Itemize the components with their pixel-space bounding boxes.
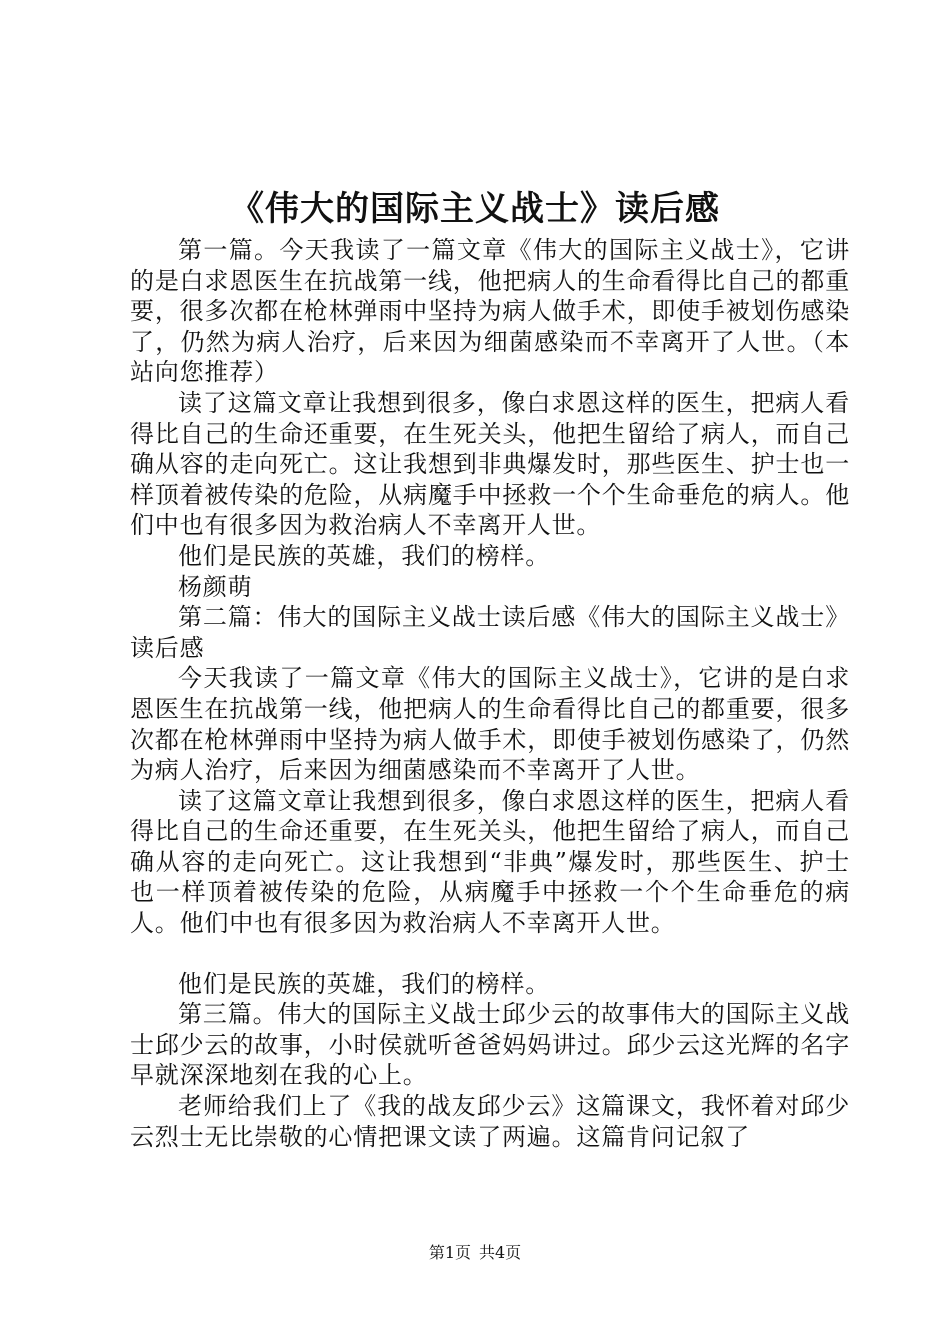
page-number: 第1页: [428, 1243, 471, 1262]
paragraph: 老师给我们上了《我的战友邱少云》这篇课文，我怀着对邱少云烈士无比崇敬的心情把课文读了两遍。这篇肯问记叙了: [130, 1092, 850, 1151]
section-heading: 第二篇：伟大的国际主义战士读后感《伟大的国际主义战士》读后感: [130, 603, 850, 662]
paragraph: 第三篇。伟大的国际主义战士邱少云的故事伟大的国际主义战士邱少云的故事，小时侯就听爸爸妈妈讲过。邱少云这光辉的名字早就深深地刻在我的心上。: [130, 1000, 850, 1090]
page-total: 共4页: [479, 1243, 522, 1262]
paragraph: 第一篇。今天我读了一篇文章《伟大的国际主义战士》，它讲的是白求恩医生在抗战第一线，他把病人的生命看得比自己的都重要，很多次都在枪林弹雨中坚持为病人做手术，即使手被划伤感染了，仍然为病人治疗，后来因为细菌感染而不幸离开了人世。（本站向您推荐）: [130, 236, 850, 387]
document-title: 《伟大的国际主义战士》读后感: [230, 189, 720, 229]
page-footer: [0, 1243, 950, 1263]
paragraph: 他们是民族的英雄，我们的榜样。: [178, 969, 550, 998]
document-body: [130, 235, 850, 1152]
paragraph: 今天我读了一篇文章《伟大的国际主义战士》，它讲的是白求恩医生在抗战第一线，他把病人的生命看得比自己的都重要，很多次都在枪林弹雨中坚持为病人做手术，即使手被划伤感染了，仍然为病人治疗，后来因为细菌感染而不幸离开了人世。: [130, 664, 850, 785]
paragraph: 读了这篇文章让我想到很多，像白求恩这样的医生，把病人看得比自己的生命还重要，在生死关头，他把生留给了病人，而自己确从容的走向死亡。这让我想到“非典”爆发时，那些医生、护士也一样顶着被传染的危险，从病魔手中拯救一个个生命垂危的病人。他们中也有很多因为救治病人不幸离开人世。: [130, 786, 850, 938]
paragraph: 读了这篇文章让我想到很多，像白求恩这样的医生，把病人看得比自己的生命还重要，在生死关头，他把生留给了病人，而自己确从容的走向死亡。这让我想到非典爆发时，那些医生、护士也一样顶着被传染的危险，从病魔手中拯救一个个生命垂危的病人。他们中也有很多因为救治病人不幸离开人世。: [130, 388, 850, 540]
author-name: 杨颜萌: [178, 572, 253, 601]
paragraph: 他们是民族的英雄，我们的榜样。: [178, 541, 550, 570]
